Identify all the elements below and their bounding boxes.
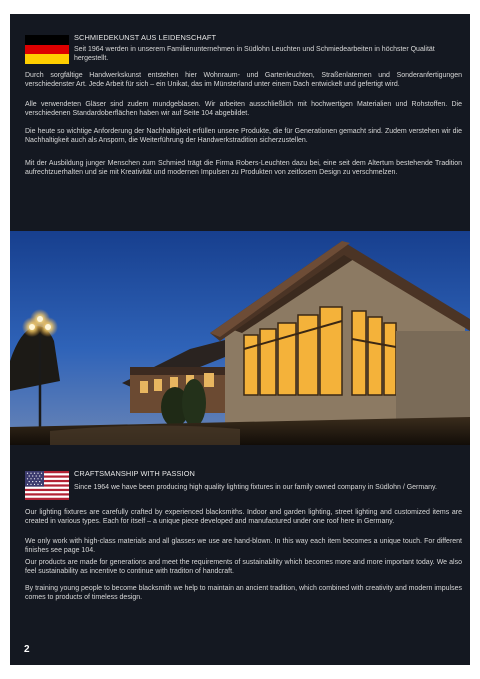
english-paragraph-3: Our products are made for generations and meet the requirements of sustainability which becomes more and more important today. We also feel sustainability as incentive to continue with traditon of handcraft. — [25, 559, 462, 576]
english-paragraph-4: By training young people to become blacksmith we help to maintain an ancient tradition, which combined with creativity and modern impulses comes to products of timeless design. — [25, 585, 462, 602]
english-paragraph-1: Our lighting fixtures are carefully crafted by experienced blacksmiths. Indoor and garden lighting, street lighting and customized items are created in various types. Each for itself – a unique piece developed and manufactured under one roof here in Germany. — [25, 509, 462, 526]
german-paragraph-2: Alle verwendeten Gläser sind zudem mundgeblasen. Wir arbeiten ausschließlich mit hochwertigen Materialien und Rohstoffen. Die verschiedenen Standardoberflächen haben wir auf Seite 104 abgebildet. — [25, 101, 462, 118]
english-intro: Since 1964 we have been producing high quality lighting fixtures in our family owned company in Südlohn / Germany. — [74, 484, 437, 491]
flag-germany-icon — [25, 35, 69, 64]
page-number: 2 — [24, 644, 30, 655]
english-paragraph-2: We only work with high-class materials and all glasses we use are hand-blown. In this way each item becomes a unique touch. For different finishes see page 104. — [25, 538, 462, 555]
german-paragraph-3: Die heute so wichtige Anforderung der Nachhaltigkeit erfüllen unsere Produkte, die für Generationen gemacht sind. Zudem verstehen wir die Nachhaltigkeit auch als Ansporn, die Weiterführung der Handwerkstradition sicherzustellen. — [25, 128, 462, 145]
building-photo — [10, 231, 470, 445]
german-paragraph-4: Mit der Ausbildung junger Menschen zum Schmied trägt die Firma Robers-Leuchten dazu bei, eine seit dem Altertum bestehende Tradition aufrechtzuerhalten und sie mit Kreativität und modernen Impulsen zu Produkten von zeitlosem Design zu verschmelzen. — [25, 160, 462, 177]
english-heading: CRAFTSMANSHIP WITH PASSION — [74, 469, 195, 478]
german-paragraph-1: Durch sorgfältige Handwerkskunst entstehen hier Wohnraum- und Gartenleuchten, Straßenlaternen und Sonderanfertigungen verschiedenster Art. Jede Arbeit für sich – ein Unikat, das im Münsterland unter einem Dach entwickelt und gefertigt wird. — [25, 72, 462, 89]
german-intro: Seit 1964 werden in unserem Familienunternehmen in Südlohn Leuchten und Schmiedearbeiten in höchster Qualität hergestellt. — [74, 46, 435, 63]
german-heading: SCHMIEDEKUNST AUS LEIDENSCHAFT — [74, 33, 217, 42]
catalog-page — [10, 14, 470, 665]
flag-usa-icon — [25, 471, 69, 500]
